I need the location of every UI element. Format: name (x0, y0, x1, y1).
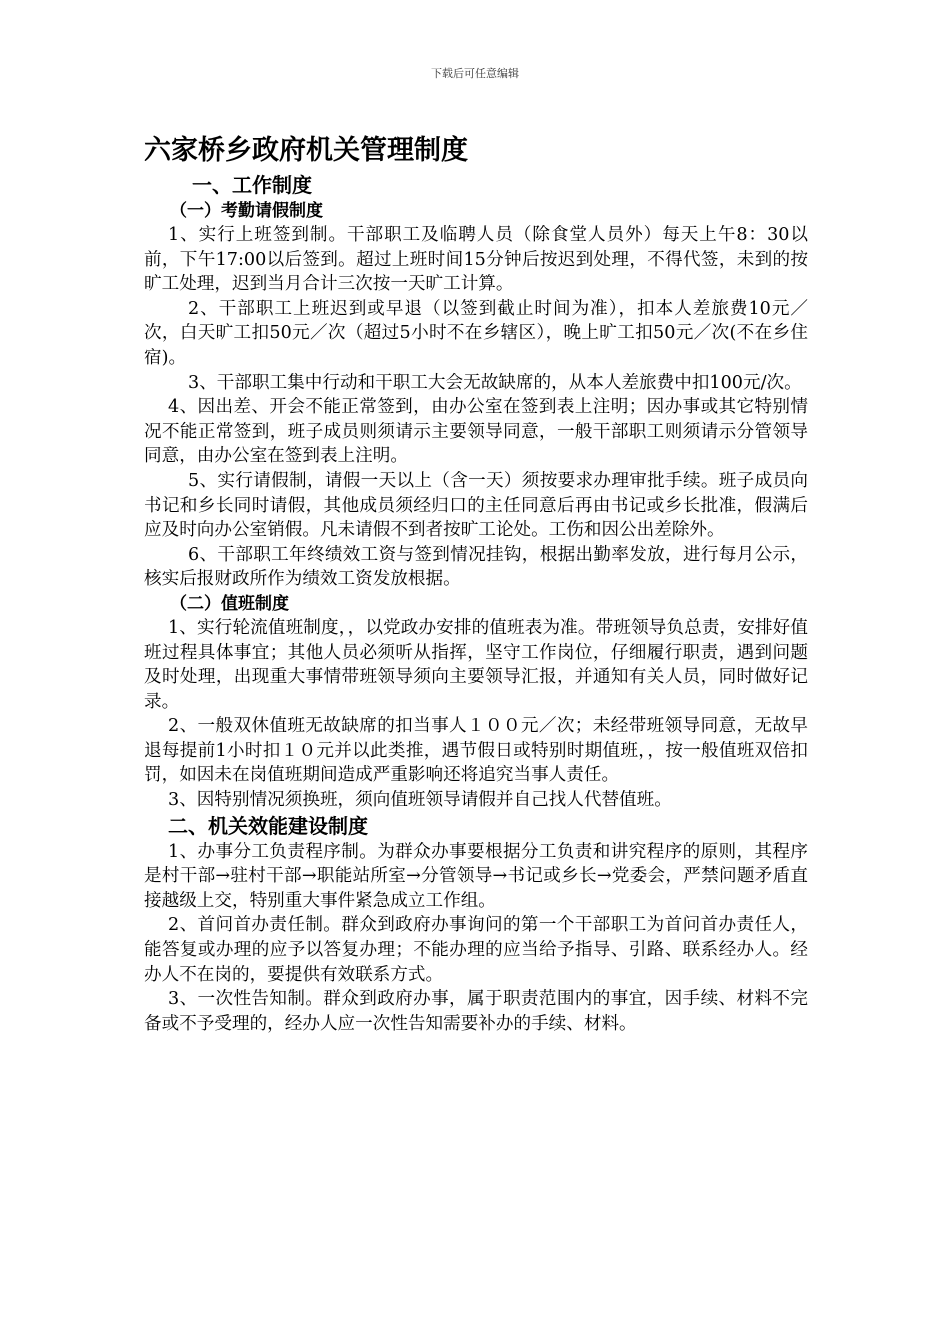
attendance-item-2: 2、干部职工上班迟到或早退（以签到截止时间为准），扣本人差旅费10元／次，白天旷工扣50元／次（超过5小时不在乡辖区），晚上旷工扣50元／次(不在乡住宿)。 (144, 298, 808, 368)
duty-item-1: 1、实行轮流值班制度，，以党政办安排的值班表为准。带班领导负总责，安排好值班过程具体事宜；其他人员必须听从指挥，坚守工作岗位，仔细履行职责，遇到问题及时处理，出现重大事情带班领导须向主要领导汇报，并通知有关人员，同时做好记录。 (144, 617, 808, 712)
page-header: 下载后可任意编辑 (431, 67, 519, 80)
duty-item-3: 3、因特别情况须换班，须向值班领导请假并自己找人代替值班。 (168, 790, 672, 811)
attendance-item-3: 3、干部职工集中行动和干职工大会无故缺席的，从本人差旅费中扣100元/次。 (188, 372, 802, 393)
attendance-item-5: 5、实行请假制，请假一天以上（含一天）须按要求办理审批手续。班子成员向书记和乡长同时请假，其他成员须经归口的主任同意后再由书记或乡长批准，假满后应及时向办公室销假。凡未请假不到者按旷工论处。工伤和因公出差除外。 (144, 470, 808, 541)
attendance-item-6: 6、干部职工年终绩效工资与签到情况挂钩，根据出勤率发放，进行每月公示，核实后报财政所作为绩效工资发放根据。 (144, 544, 808, 590)
section-heading-efficiency: 二、机关效能建设制度 (168, 813, 368, 838)
efficiency-item-3: 3、一次性告知制。群众到政府办事，属于职责范围内的事宜，因手续、材料不完备或不予受理的，经办人应一次性告知需要补办的手续、材料。 (144, 989, 808, 1034)
document-title: 六家桥乡政府机关管理制度 (144, 135, 468, 166)
section-heading-work-rules: 一、工作制度 (192, 173, 312, 197)
subsection-heading-attendance: （一）考勤请假制度 (170, 201, 323, 221)
efficiency-item-1: 1、办事分工负责程序制。为群众办事要根据分工负责和讲究程序的原则，其程序是村干部→驻村干部→职能站所室→分管领导→书记或乡长→党委会，严禁问题矛盾直接越级上交，特别重大事件紧急成立工作组。 (144, 841, 808, 911)
duty-item-2: 2、一般双休值班无故缺席的扣当事人１００元／次；未经带班领导同意，无故早退每提前1小时扣１０元并以此类推，遇节假日或特别时期值班，，按一般值班双倍扣罚，如因未在岗值班期间造成严重影响还将追究当事人责任。 (144, 716, 808, 786)
efficiency-item-2: 2、首问首办责任制。群众到政府办事询问的第一个干部职工为首问首办责任人，能答复或办理的应予以答复办理；不能办理的应当给予指导、引路、联系经办人。经办人不在岗的，要提供有效联系方式。 (144, 915, 808, 985)
attendance-item-4: 4、因出差、开会不能正常签到，由办公室在签到表上注明；因办事或其它特别情况不能正常签到，班子成员则须请示主要领导同意，一般干部职工则须请示分管领导同意，由办公室在签到表上注明。 (144, 397, 808, 467)
document-body (144, 130, 808, 1036)
subsection-heading-duty: （二）值班制度 (170, 593, 289, 614)
attendance-item-1: 1、实行上班签到制。干部职工及临聘人员（除食堂人员外）每天上午8：30以前，下午17:00以后签到。超过上班时间15分钟后按迟到处理，不得代签，未到的按旷工处理，迟到当月合计三次按一天旷工计算。 (144, 225, 808, 295)
